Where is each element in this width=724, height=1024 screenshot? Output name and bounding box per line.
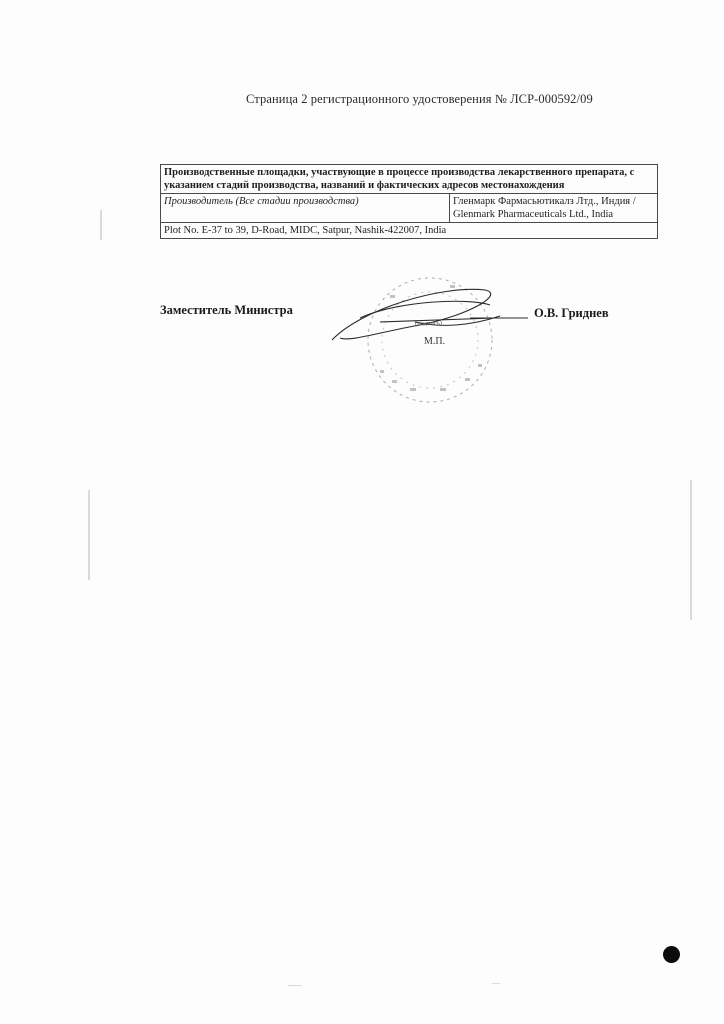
manufacturer-name-cell [450, 194, 658, 223]
scan-artifact [88, 490, 90, 580]
signatory-title: Заместитель Министра [160, 303, 293, 317]
scan-artifact [288, 985, 302, 986]
signature-caption: (подпись) [415, 320, 442, 327]
manufacturer-name-ru: Гленмарк Фармасьютикалз Лтд., Индия / [453, 196, 636, 207]
production-sites-table [160, 164, 658, 239]
table-row [161, 223, 658, 239]
manufacturer-name-en: Glenmark Pharmaceuticals Ltd., India [453, 209, 614, 220]
table-row [161, 194, 658, 223]
scan-artifact [690, 480, 692, 620]
scan-artifact [492, 983, 500, 984]
table-heading-cell: Производственные площадки, участвующие в процессе производства лекарственного препарата, с указанием стадий производства, названий и фактических адресов местонахождения [161, 165, 658, 194]
table-row [161, 165, 658, 194]
scan-artifact [100, 210, 102, 240]
seal-place-label: М.П. [424, 336, 446, 347]
address-cell: Plot No. E-37 to 39, D-Road, MIDC, Satpur, Nashik-422007, India [161, 223, 658, 239]
signatory-name: О.В. Гриднев [534, 306, 609, 320]
page-header: Страница 2 регистрационного удостоверения № ЛСР-000592/09 [246, 92, 593, 106]
manufacturer-role-cell: Производитель (Все стадии производства) [161, 194, 450, 223]
punch-hole-mark [663, 946, 680, 963]
